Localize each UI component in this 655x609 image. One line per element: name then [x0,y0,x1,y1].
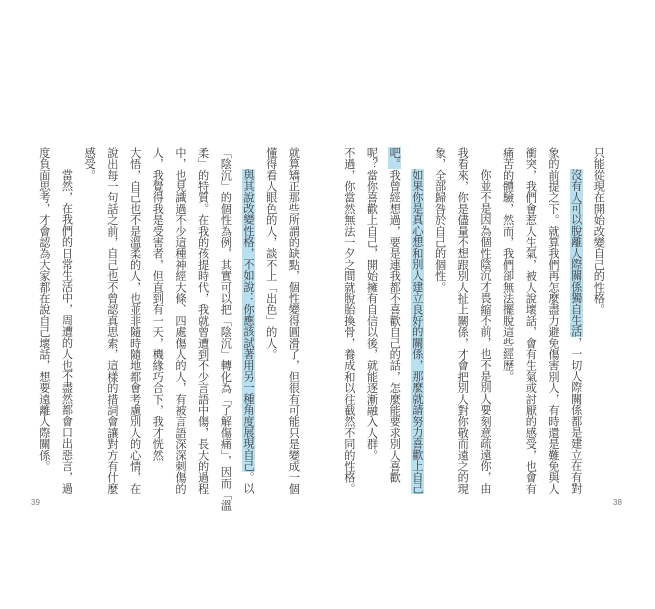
text-column [78,147,101,527]
text-column [519,147,542,527]
text-column [282,147,305,527]
text-column [428,147,451,527]
column-text: 柔」的特質。在我的孩提時代，我就曾遭到不少言語中傷，長大的過程 [196,147,210,495]
column-text: 中，也見識過不少這種神經大條、四處傷人的人，有被言語深深刺傷的 [173,147,187,495]
highlighted-text: 如果你是真心想和別人建立良好的關係，那麼就請努力喜歡上自己 [410,169,424,495]
column-text: 懂得看人眼色的人，談不上「出色」的人。 [264,147,278,360]
text-column [236,147,259,527]
text-column [259,147,282,527]
text-column [451,147,474,527]
column-text: 你並不是因為個性陰沉才畏縮不前，也不是別人要刻意疏遠你，由 [478,169,492,495]
column-text: 衝突，我們會惹人生氣，被人說壞話，會有生氣或討厭的感受，也會有 [524,147,538,495]
text-column [564,147,587,527]
left-page [32,147,304,527]
column-text: 象，全部歸咎於自己的個性。 [433,147,447,293]
page-number: 38 [613,498,622,507]
column-text: 大悟，自己也不是溫柔的人，也並非隨時隨地都會考慮別人的心情，在 [128,147,142,495]
right-page [337,147,609,527]
text-column [405,147,428,527]
text-column [32,147,55,527]
text-column [473,147,496,527]
highlighted-text: 與其說改變性格，不如說：你應該試著用另一種角度展現自己 [242,169,256,472]
column-text: 痛苦的體驗，然而，我們卻無法擺脫這些經歷。 [501,147,515,383]
highlighted-text: 吧。 [388,147,402,170]
highlighted-text: 沒有人可以脫離人際關係獨自生活 [569,169,583,338]
column-text: 說出每一句話之前，自己也不曾認真思索，這樣的措詞會讓對方有什麼 [105,147,119,495]
text-column [587,147,610,527]
text-column [383,147,406,527]
text-column [55,147,78,527]
column-text: 當然，在我們的日常生活中，周遭的人也不盡然都會口出惡言，過 [60,169,74,495]
column-text: 度負面思考，才會認為大家都在說自己壞話，想要遠離人際關係。 [37,147,51,472]
text-column [337,147,360,527]
text-column [496,147,519,527]
column-text: 「陰沉」的個性為例，其實可以把「陰沉」轉化為「了解傷痛」，因而「溫 [219,147,233,511]
page-number: 39 [31,498,40,507]
text-column [100,147,123,527]
text-column [360,147,383,527]
column-text: 呢？當你喜歡上自己，開始擁有自信以後，就能逐漸融入人群。 [365,147,379,461]
text-column [146,147,169,527]
text-column [214,147,237,527]
text-column [168,147,191,527]
column-text: 我曾經想過，要是連我都不喜歡自己的話，怎麼能要求別人喜歡 [388,169,402,484]
column-text: 不過，你當然無法一夕之間就脫胎換骨，養成和以往截然不同的性格。 [342,147,356,495]
column-text: 只能從現在開始改變自己的性格。 [592,147,606,315]
column-text: 。以 [242,471,256,495]
column-text: 象的前提之下。就算我們再怎麼盡力避免傷害別人，有時還是難免與人 [547,147,561,495]
text-column [123,147,146,527]
column-text: 感受。 [83,147,97,181]
text-column [191,147,214,527]
column-text: 就算矯正那些所謂的缺點，個性變得圓滑了，但很有可能只是變成一個 [287,147,301,495]
column-text: ，一切人際關係都是建立在有對 [569,337,583,495]
text-column [541,147,564,527]
column-text: 我看來，你是儘量不想跟別人扯上關係，才會把別人對你敬而遠之的現 [456,147,470,495]
column-text: 人，我覺得我是受害者，但直到有一天，機緣巧合下，我才恍然 [151,147,165,461]
